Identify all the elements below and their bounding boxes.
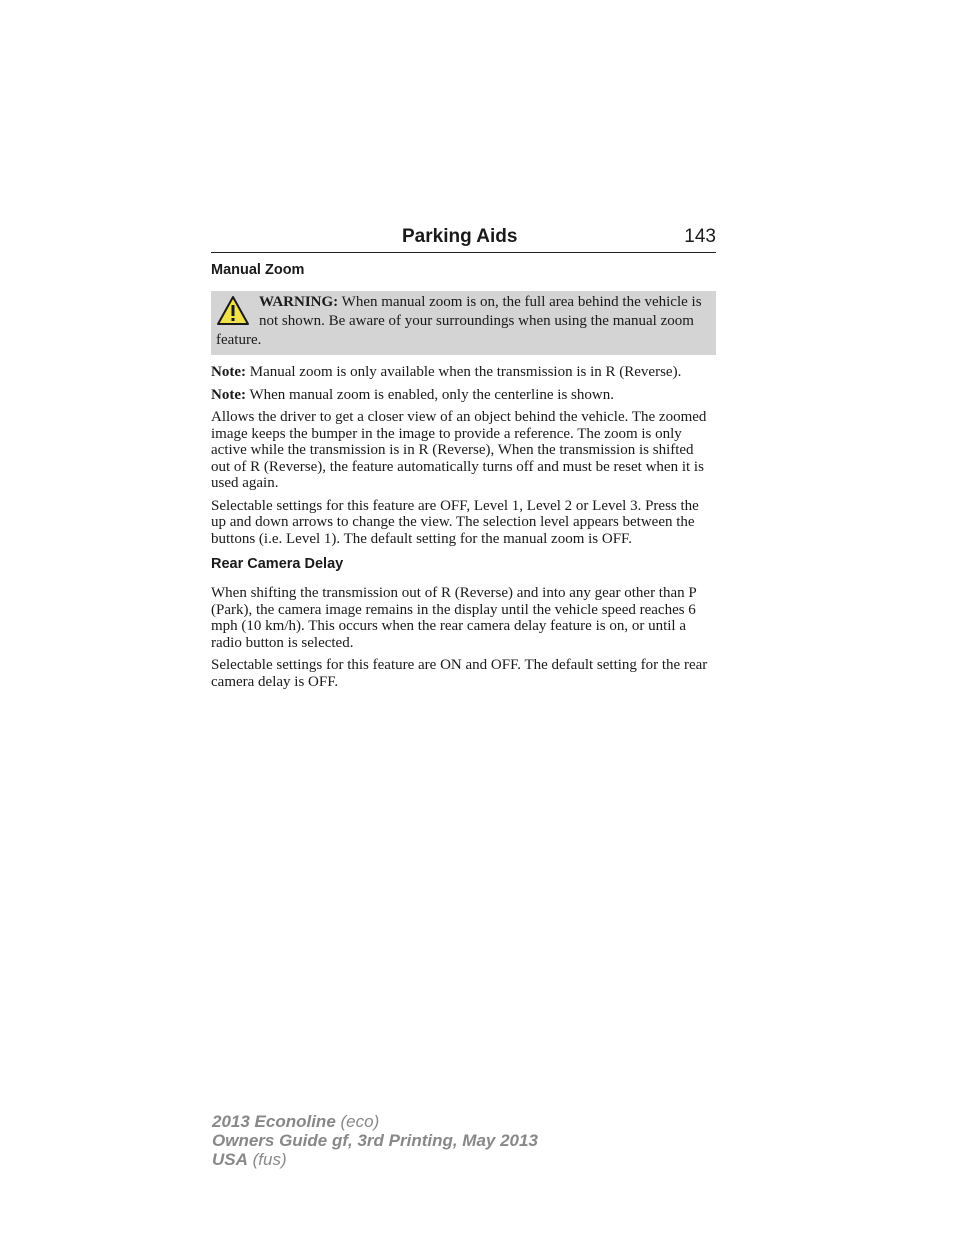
footer-market: USA — [212, 1150, 248, 1169]
warning-triangle-icon — [216, 295, 250, 327]
page-footer — [212, 1112, 538, 1169]
note-label: Note: — [211, 364, 246, 380]
warning-text: When manual zoom is on, the full area behind the vehicle is not shown. Be aware of your surroundings when using the manual zoom feature. — [216, 294, 702, 348]
section-title: Parking Aids — [402, 226, 518, 247]
note-text: Manual zoom is only available when the transmission is in R (Reverse). — [249, 364, 682, 380]
page-header — [211, 226, 716, 253]
body-paragraph: Allows the driver to get a closer view of an object behind the vehicle. The zoomed image keeps the bumper in the image to provide a reference. The zoom is only active while the transmission is in R (Reverse), When the transmission is shifted out of R (Reverse), the feature automatically turns off and must be reset when it is used again. — [211, 409, 707, 491]
warning-box — [211, 291, 716, 355]
note-paragraph — [211, 387, 716, 404]
body-paragraph: When shifting the transmission out of R (Reverse) and into any gear other than P (Park), the camera image remains in the display until the vehicle speed reaches 6 mph (10 km/h). This occurs when the rear camera delay feature is on, or until a radio button is selected. — [211, 585, 697, 651]
footer-line-2 — [212, 1131, 538, 1150]
footer-model: 2013 Econoline — [212, 1112, 336, 1131]
manual-zoom-heading: Manual Zoom — [211, 262, 305, 278]
page-content — [211, 226, 716, 696]
body-paragraph: Selectable settings for this feature are ON and OFF. The default setting for the rear camera delay is OFF. — [211, 657, 708, 690]
note-label: Note: — [211, 386, 246, 403]
footer-model-code: (eco) — [340, 1112, 380, 1131]
footer-market-code: (fus) — [252, 1150, 287, 1169]
rear-camera-delay-heading: Rear Camera Delay — [211, 556, 344, 572]
footer-printing: Owners Guide gf, 3rd Printing, May 2013 — [212, 1131, 538, 1150]
page-number: 143 — [684, 226, 716, 247]
note-paragraph — [211, 364, 716, 381]
note-text: When manual zoom is enabled, only the centerline is shown. — [249, 386, 614, 403]
body-paragraph: Selectable settings for this feature are OFF, Level 1, Level 2 or Level 3. Press the up and down arrows to change the view. The selection level appears between the buttons (i.e. Level 1). The default setting for the manual zoom is OFF. — [211, 497, 699, 547]
footer-line-3 — [212, 1150, 538, 1169]
warning-label: WARNING: — [259, 294, 339, 310]
footer-line-1 — [212, 1112, 538, 1131]
